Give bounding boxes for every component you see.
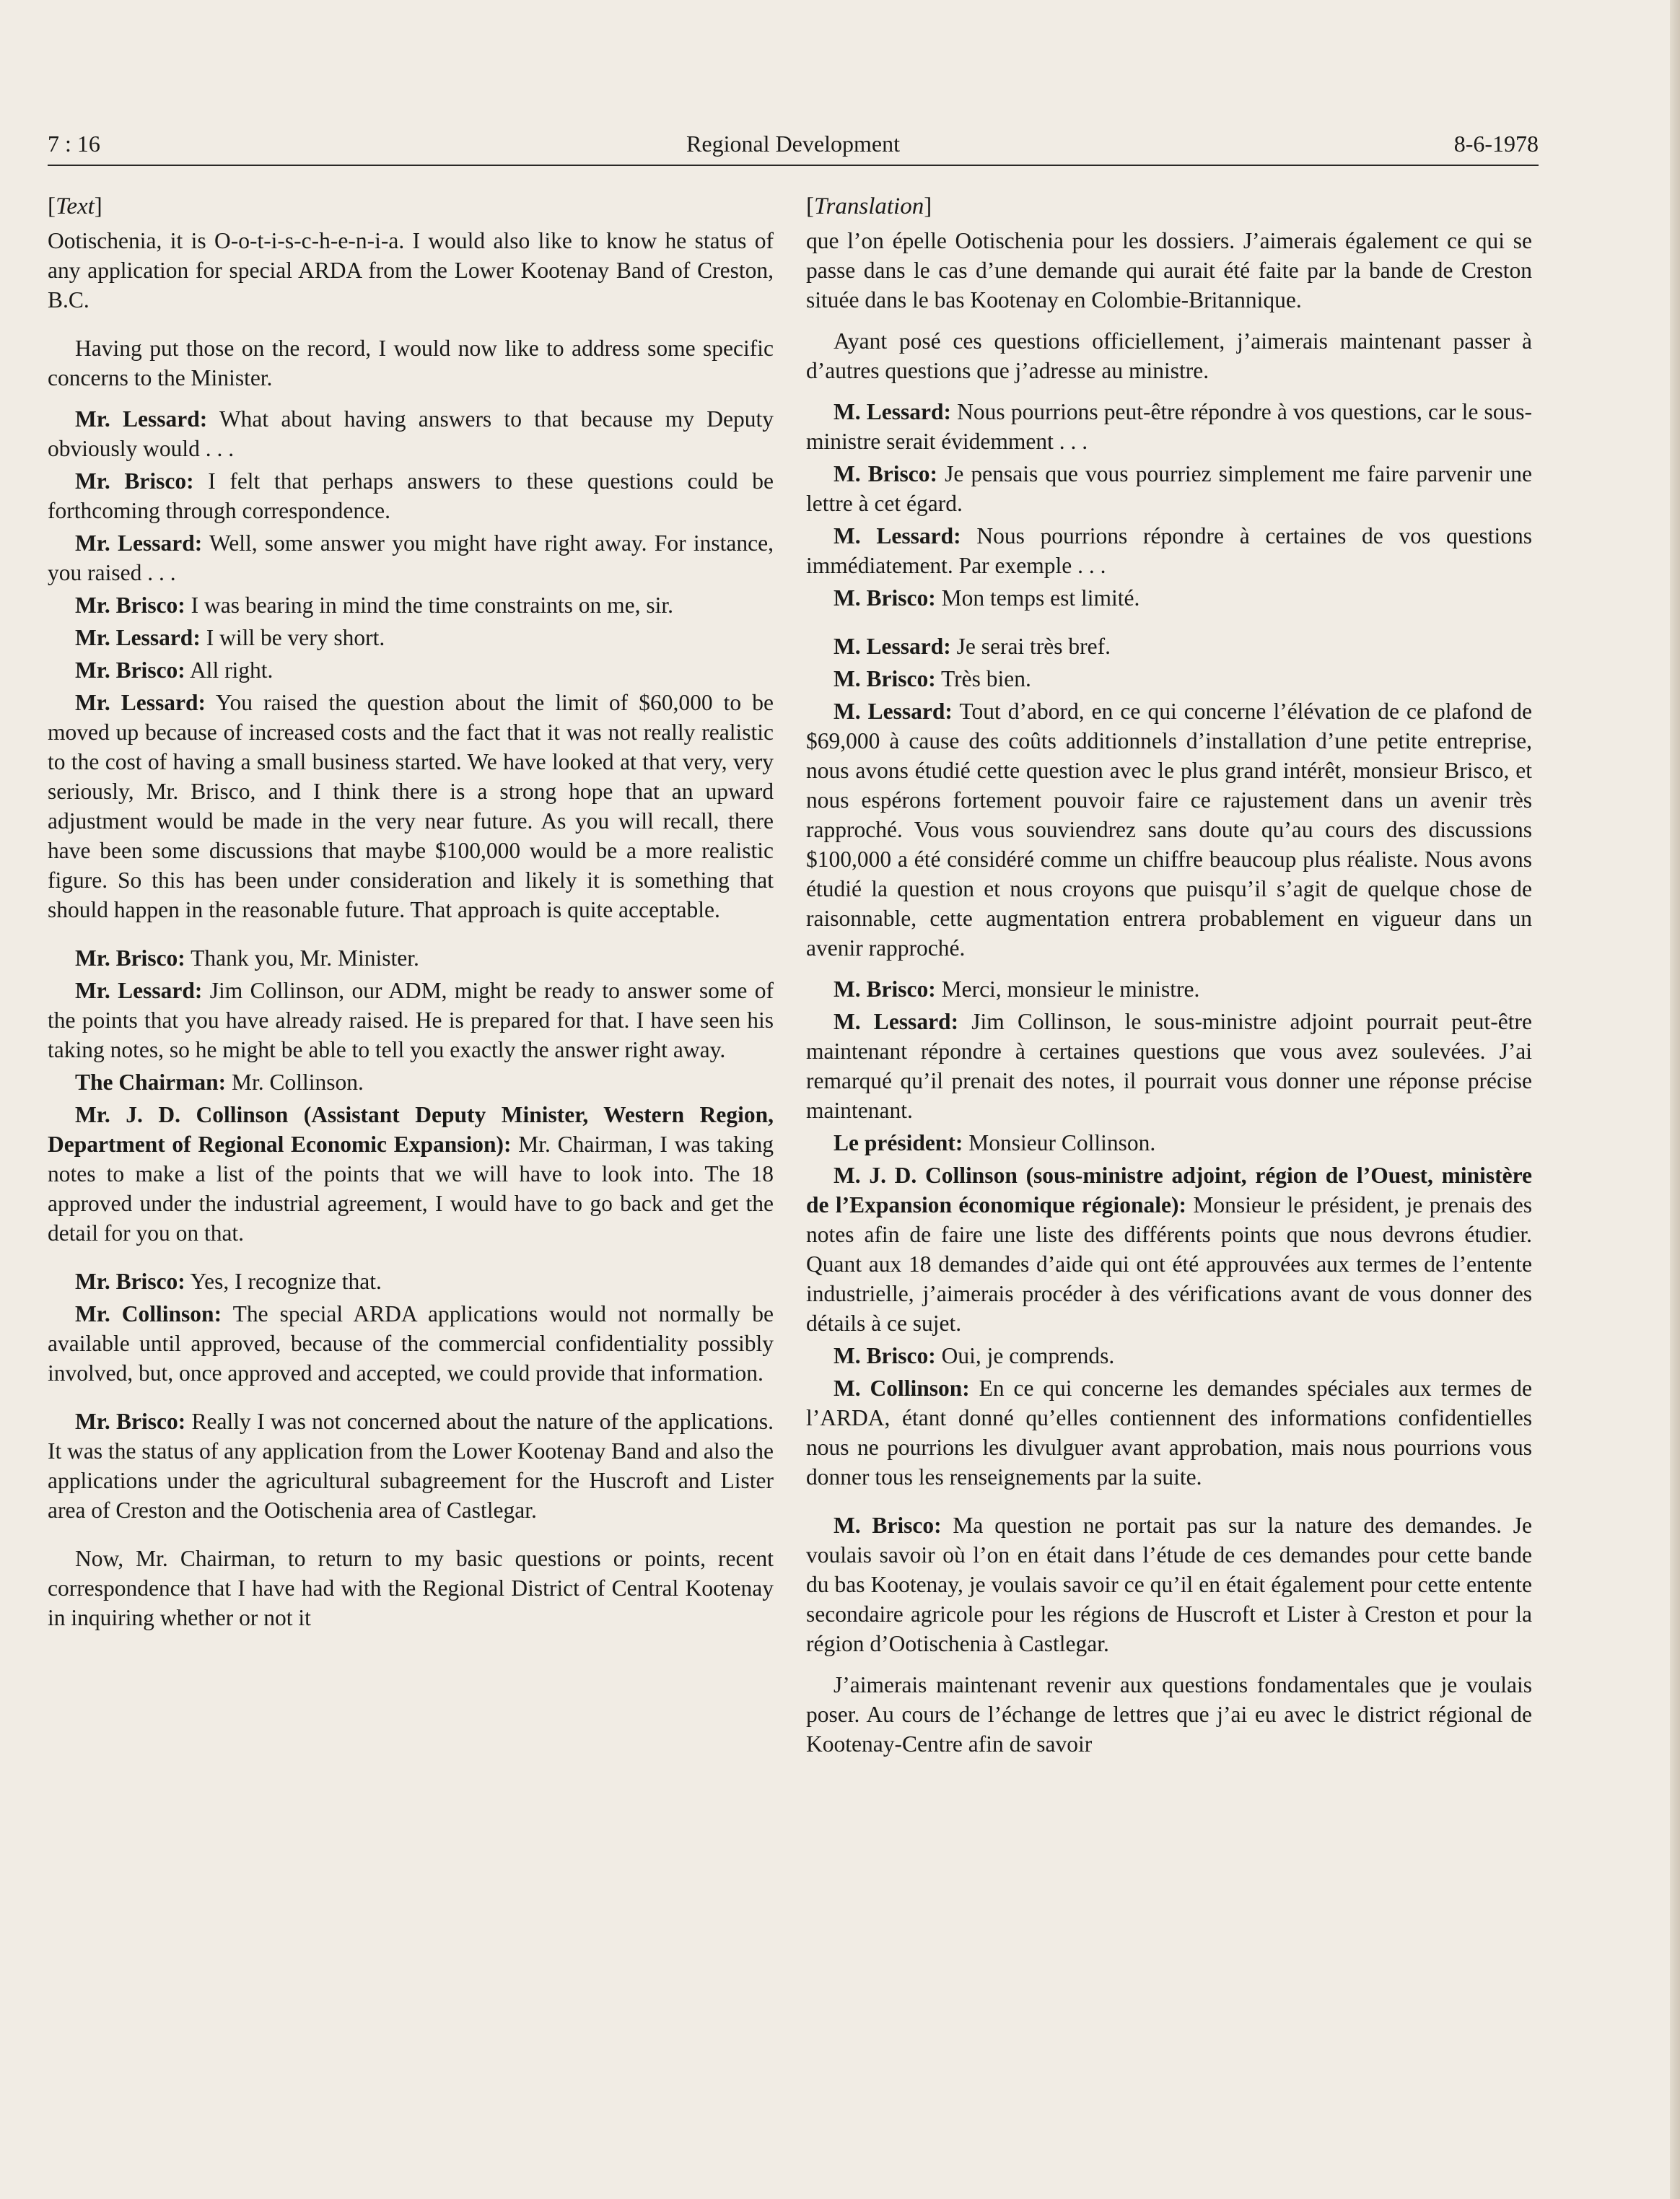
- paragraph: M. Brisco: Je pensais que vous pourriez simplement me faire parvenir une lettre à cet égard.: [806, 461, 1532, 516]
- paragraph: M. Brisco: Très bien.: [834, 666, 1031, 691]
- speaker-name: M. Lessard:: [834, 523, 961, 548]
- speaker-name: Mr. Collinson:: [75, 1301, 222, 1326]
- paragraph: Mr. Brisco: Thank you, Mr. Minister.: [75, 945, 419, 971]
- speaker-name: Mr. Lessard:: [75, 690, 206, 715]
- speaker-name: M. Collinson:: [834, 1376, 970, 1401]
- speaker-name: Mr. Brisco:: [75, 1409, 186, 1434]
- speaker-name: M. Brisco:: [834, 976, 936, 1002]
- paragraph: Le président: Monsieur Collinson.: [834, 1130, 1156, 1155]
- paragraph: M. Brisco: Ma question ne portait pas sur la nature des demandes. Je voulais savoir où l’on en était dans l’étude de ces demandes pour cette bande du bas Kootenay, je voulais savoir ce qu’il en était également pour cette entente secondaire agricole pour les régions de Huscroft et Lister à Creston et pour la région d’Ootischenia à Castlegar.: [806, 1513, 1532, 1656]
- speaker-name: Mr. Brisco:: [75, 468, 194, 494]
- column-label: [Text]: [48, 193, 102, 219]
- paragraph: M. Brisco: Mon temps est limité.: [834, 585, 1140, 611]
- speaker-name: M. Brisco:: [834, 1513, 942, 1538]
- speaker-name: M. Brisco:: [834, 461, 937, 486]
- paragraph: Mr. Brisco: Yes, I recognize that.: [75, 1269, 382, 1294]
- paragraph: M. Collinson: En ce qui concerne les demandes spéciales aux termes de l’ARDA, étant donné qu’elles contiennent des informations confidentielles nous ne pourrions les divulguer avant approbation, mais nous pourrions vous donner tous les renseignements par la suite.: [806, 1376, 1533, 1490]
- speaker-name: Mr. J. D. Collinson (Assistant Deputy Minister, Western Region, Department of Regional Economic Expansion):: [48, 1102, 774, 1157]
- paragraph: M. Lessard: Jim Collinson, le sous-ministre adjoint pourrait peut-être maintenant répondre à certaines questions que vous avez soulevées. J’ai remarqué qu’il prenait des notes, il pourrait vous donner une réponse précise maintenant.: [806, 1009, 1532, 1123]
- page-number: 7 : 16: [48, 131, 100, 157]
- running-title: Regional Development: [686, 131, 900, 157]
- paragraph: Mr. Brisco: All right.: [75, 657, 274, 683]
- paragraph: M. Lessard: Nous pourrions répondre à certaines de vos questions immédiatement. Par exemple . . .: [806, 523, 1533, 578]
- speaker-name: M. Lessard:: [834, 1009, 959, 1034]
- paragraph: M. Brisco: Merci, monsieur le ministre.: [834, 976, 1200, 1002]
- paragraph: M. Lessard: Je serai très bref.: [834, 634, 1111, 659]
- column-label: [Translation]: [806, 193, 932, 219]
- speaker-name: Mr. Brisco:: [75, 593, 185, 618]
- speaker-name: Mr. Brisco:: [75, 1269, 185, 1294]
- paragraph: Ootischenia, it is O-o-t-i-s-c-h-e-n-i-a. I would also like to know he status of any application for special ARDA from the Lower Kootenay Band of Creston, B.C.: [48, 228, 774, 312]
- paragraph: M. J. D. Collinson (sous-ministre adjoint, région de l’Ouest, ministère de l’Expansion économique régionale): Monsieur le président, je prenais des notes afin de faire une liste des différents points que nous devrons étudier. Quant aux 18 demandes d’aide qui ont été approuvées aux termes de l’entente industrielle, j’aimerais procéder à des vérifications avant de vous donner des détails à ce sujet.: [806, 1163, 1532, 1336]
- speaker-name: Mr. Lessard:: [75, 625, 201, 650]
- paragraph: Mr. Collinson: The special ARDA applications would not normally be available until approved, because of the commercial confidentiality possibly involved, but, once approved and accepted, we could provide that information.: [48, 1301, 774, 1386]
- french-column: [806, 192, 1532, 1770]
- paragraph: Mr. Brisco: I felt that perhaps answers to these questions could be forthcoming through correspondence.: [48, 468, 774, 523]
- paragraph: Mr. Brisco: I was bearing in mind the time constraints on me, sir.: [75, 593, 674, 618]
- paragraph: Mr. Lessard: I will be very short.: [75, 625, 385, 650]
- speaker-name: M. Lessard:: [834, 699, 953, 724]
- paragraph: Mr. J. D. Collinson (Assistant Deputy Minister, Western Region, Department of Regional Economic Expansion): Mr. Chairman, I was taking notes to make a list of the points that we will have to look into. The 18 approved under the industrial agreement, I would have to go back and get the detail for you on that.: [48, 1102, 774, 1246]
- paragraph: The Chairman: Mr. Collinson.: [75, 1070, 364, 1095]
- speaker-name: M. Lessard:: [834, 399, 952, 424]
- speaker-name: Mr. Brisco:: [75, 945, 185, 971]
- paragraph: Mr. Lessard: What about having answers to that because my Deputy obviously would . . .: [48, 406, 774, 461]
- speaker-name: The Chairman:: [75, 1070, 227, 1095]
- page-edge-shadow: [1670, 0, 1680, 2199]
- paragraph: M. Brisco: Oui, je comprends.: [834, 1343, 1115, 1368]
- paragraph: Now, Mr. Chairman, to return to my basic questions or points, recent correspondence that I have had with the Regional District of Central Kootenay in inquiring whether or not it: [48, 1546, 774, 1630]
- speaker-name: Mr. Lessard:: [75, 530, 203, 556]
- issue-date: 8-6-1978: [1453, 131, 1539, 157]
- paragraph: Mr. Brisco: Really I was not concerned about the nature of the applications. It was the status of any application from the Lower Kootenay Band and also the applications under the agricultural subagreement for the Huscroft and Lister area of Creston and the Ootischenia area of Castlegar.: [48, 1409, 774, 1523]
- speaker-name: M. Brisco:: [834, 666, 936, 691]
- paragraph: Having put those on the record, I would now like to address some specific concerns to the Minister.: [48, 336, 774, 390]
- paragraph: que l’on épelle Ootischenia pour les dossiers. J’aimerais également ce qui se passe dans le cas d’une demande qui aurait été faite par la bande de Creston située dans le bas Kootenay en Colombie-Britannique.: [806, 228, 1532, 312]
- speaker-name: M. J. D. Collinson (sous-ministre adjoint, région de l’Ouest, ministère de l’Expansion économique régionale):: [806, 1163, 1532, 1217]
- page-header: [48, 124, 1539, 166]
- paragraph: Ayant posé ces questions officiellement, j’aimerais maintenant passer à d’autres questions que j’adresse au ministre.: [806, 328, 1532, 383]
- speaker-name: Le président:: [834, 1130, 963, 1155]
- paragraph: Mr. Lessard: You raised the question about the limit of $60,000 to be moved up because of increased costs and the fact that it was not really realistic to the cost of having a small business started. We have looked at that very, very seriously, Mr. Brisco, and I think there is a strong hope that an upward adjustment would be made in the very near future. As you will recall, there have been some discussions that maybe $100,000 would be a more realistic figure. So this has been under consideration and likely it is something that should happen in the reasonable future. That approach is quite acceptable.: [48, 690, 774, 922]
- english-column: [48, 192, 774, 1644]
- paragraph: Mr. Lessard: Well, some answer you might have right away. For instance, you raised . . .: [48, 530, 774, 585]
- speaker-name: Mr. Brisco:: [75, 657, 185, 683]
- speaker-name: M. Lessard:: [834, 634, 951, 659]
- speaker-name: Mr. Lessard:: [75, 978, 203, 1003]
- speaker-name: M. Brisco:: [834, 585, 936, 611]
- speaker-name: Mr. Lessard:: [75, 406, 208, 432]
- paragraph: M. Lessard: Nous pourrions peut-être répondre à vos questions, car le sous-ministre serait évidemment . . .: [806, 399, 1532, 454]
- speaker-name: M. Brisco:: [834, 1343, 936, 1368]
- paragraph: Mr. Lessard: Jim Collinson, our ADM, might be ready to answer some of the points that you have already raised. He is prepared for that. I have seen his taking notes, so he might be able to tell you exactly the answer right away.: [48, 978, 774, 1062]
- paragraph: J’aimerais maintenant revenir aux questions fondamentales que je voulais poser. Au cours de l’échange de lettres que j’ai eu avec le district régional de Kootenay-Centre afin de savoir: [806, 1672, 1532, 1757]
- paragraph: M. Lessard: Tout d’abord, en ce qui concerne l’élévation de ce plafond de $69,000 à cause des coûts additionnels d’installation d’une petite entreprise, nous avons étudié cette question avec le plus grand intérêt, monsieur Brisco, et nous espérons fortement pouvoir faire ce rajustement dans un avenir très rapproché. Vous vous souviendrez sans doute qu’au cours des discussions $100,000 a été considéré comme un chiffre beaucoup plus réaliste. Nous avons étudié la question et nous croyons que puisqu’il s’agit de quelque chose de raisonnable, cette augmentation entrera probablement en vigueur dans un avenir rapproché.: [806, 699, 1533, 961]
